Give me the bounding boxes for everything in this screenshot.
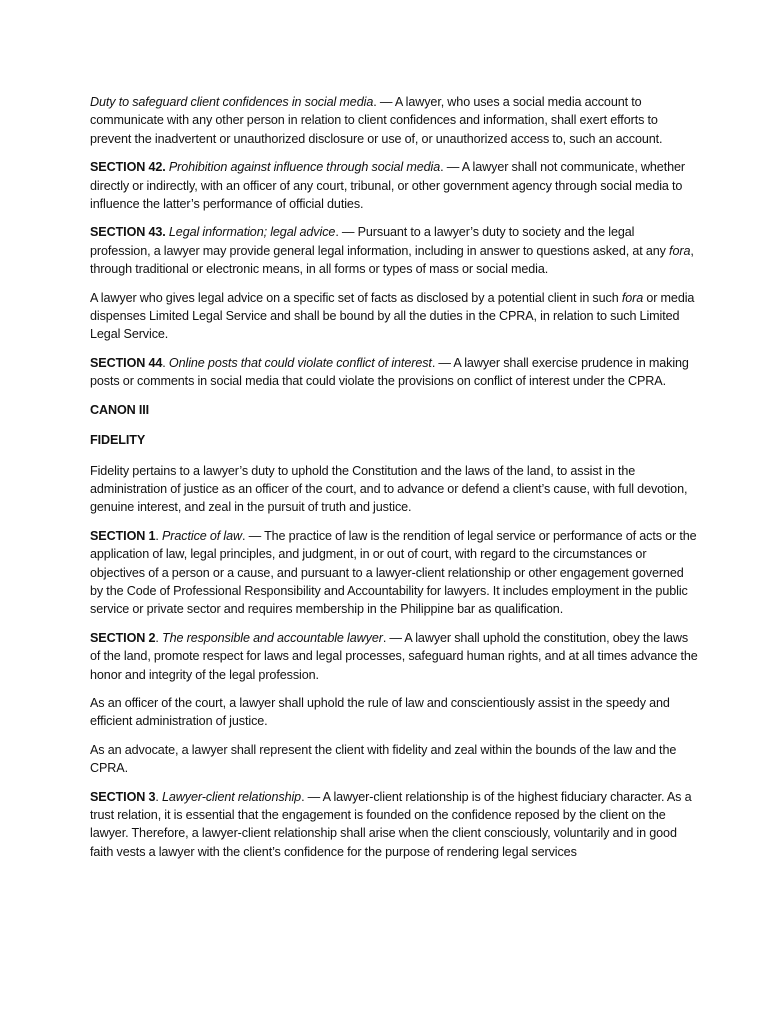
paragraph: [90, 741, 698, 778]
section-heading: CANON III: [90, 402, 150, 417]
paragraph: [90, 694, 698, 731]
paragraph: [90, 158, 698, 213]
section-title-italic: The responsible and accountable lawyer: [162, 630, 383, 645]
section-title-italic: Practice of law: [162, 528, 242, 543]
body-text: , through traditional or electronic means, in all forms or types of mass or social media.: [90, 243, 694, 277]
body-text: Fidelity pertains to a lawyer’s duty to uphold the Constitution and the laws of the land, to assist in the administration of justice as an officer of the court, and to advance or defend a client’s cause, with full devotion, genuine interest, and zeal in the pursuit of truth and justice.: [90, 463, 688, 515]
paragraph: [90, 462, 698, 517]
body-text: . — A lawyer shall not communicate, whether directly or indirectly, with an officer of any court, tribunal, or other government agency through social media to influence the latter’s performance of official duties.: [90, 160, 686, 212]
body-text: .: [155, 630, 162, 645]
paragraph: [90, 289, 698, 344]
section-title-italic: fora: [621, 290, 644, 305]
body-text: As an advocate, a lawyer shall represent the client with fidelity and zeal within the bounds of the law and the CPRA.: [90, 742, 677, 776]
body-text: . — A lawyer shall uphold the constitution, obey the laws of the land, promote respect for laws and legal processes, safeguard human rights, and at all times advance the honor and integrity of the legal profession.: [90, 630, 698, 682]
body-text: As an officer of the court, a lawyer shall uphold the rule of law and conscientiously assist in the speedy and efficient administration of justice.: [90, 695, 670, 729]
paragraph: [90, 401, 698, 419]
section-title-italic: Lawyer-client relationship: [162, 789, 302, 804]
paragraph: [90, 527, 698, 619]
paragraph: [90, 354, 698, 391]
section-heading: SECTION 3: [90, 789, 156, 804]
body-text: . — A lawyer, who uses a social media account to communicate with any other person in relation to client confidences and information, shall exert efforts to prevent the inadvertent or unauthorized disclosure or use of, or unauthorized access to, such an account.: [90, 95, 663, 146]
body-text: . — Pursuant to a lawyer’s duty to society and the legal profession, a lawyer may provide general legal information, including in answer to questions asked, at any: [90, 225, 670, 258]
section-title-italic: Prohibition against influence through social media: [165, 160, 441, 175]
section-title-italic: Legal information; legal advice: [165, 225, 336, 240]
body-text: .: [162, 355, 169, 370]
body-text: . — A lawyer-client relationship is of the highest fiduciary character. As a trust relation, it is essential that the engagement is founded on the confidence reposed by the client on the lawyer. Therefore, a lawyer-client relationship shall arise when the client consciously, voluntarily and in good faith vests a lawyer with the client’s confidence for the purpose of rendering legal services: [90, 789, 692, 859]
section-heading: SECTION 1: [90, 528, 156, 543]
section-title-italic: fora: [669, 243, 691, 258]
paragraph: [90, 788, 698, 862]
body-text: .: [155, 528, 162, 543]
body-text: . — The practice of law is the rendition of legal service or performance of acts or the application of law, legal principles, and judgment, in or out of court, with regard to the circumstances or objectives of a person or a cause, and pursuant to a lawyer-client relationship or other engagement governed by the Code of Professional Responsibility and Accountability for lawyers. It includes employment in the public service or private sector and requires membership in the Philippine bar as qualification.: [90, 528, 697, 617]
paragraph: [90, 629, 698, 684]
body-text: A lawyer who gives legal advice on a specific set of facts as disclosed by a potential client in such: [90, 290, 622, 305]
paragraph: [90, 431, 698, 449]
section-heading: SECTION 44: [90, 355, 163, 370]
body-text: . — A lawyer shall exercise prudence in making posts or comments in social media that could violate the provisions on conflict of interest under the CPRA.: [90, 355, 689, 389]
body-text: or media dispenses Limited Legal Service and shall be bound by all the duties in the CPRA, in relation to such Limited Legal Service.: [90, 290, 695, 342]
section-heading: SECTION 2: [90, 630, 156, 645]
paragraph: [90, 93, 698, 148]
section-title-italic: Online posts that could violate conflict of interest: [168, 355, 432, 370]
section-heading: SECTION 43.: [90, 225, 166, 240]
section-title-italic: Duty to safeguard client confidences in social media: [90, 95, 374, 109]
section-heading: SECTION 42.: [90, 160, 166, 175]
section-heading: FIDELITY: [90, 433, 146, 448]
paragraph: [90, 223, 698, 278]
body-text: .: [155, 789, 162, 804]
